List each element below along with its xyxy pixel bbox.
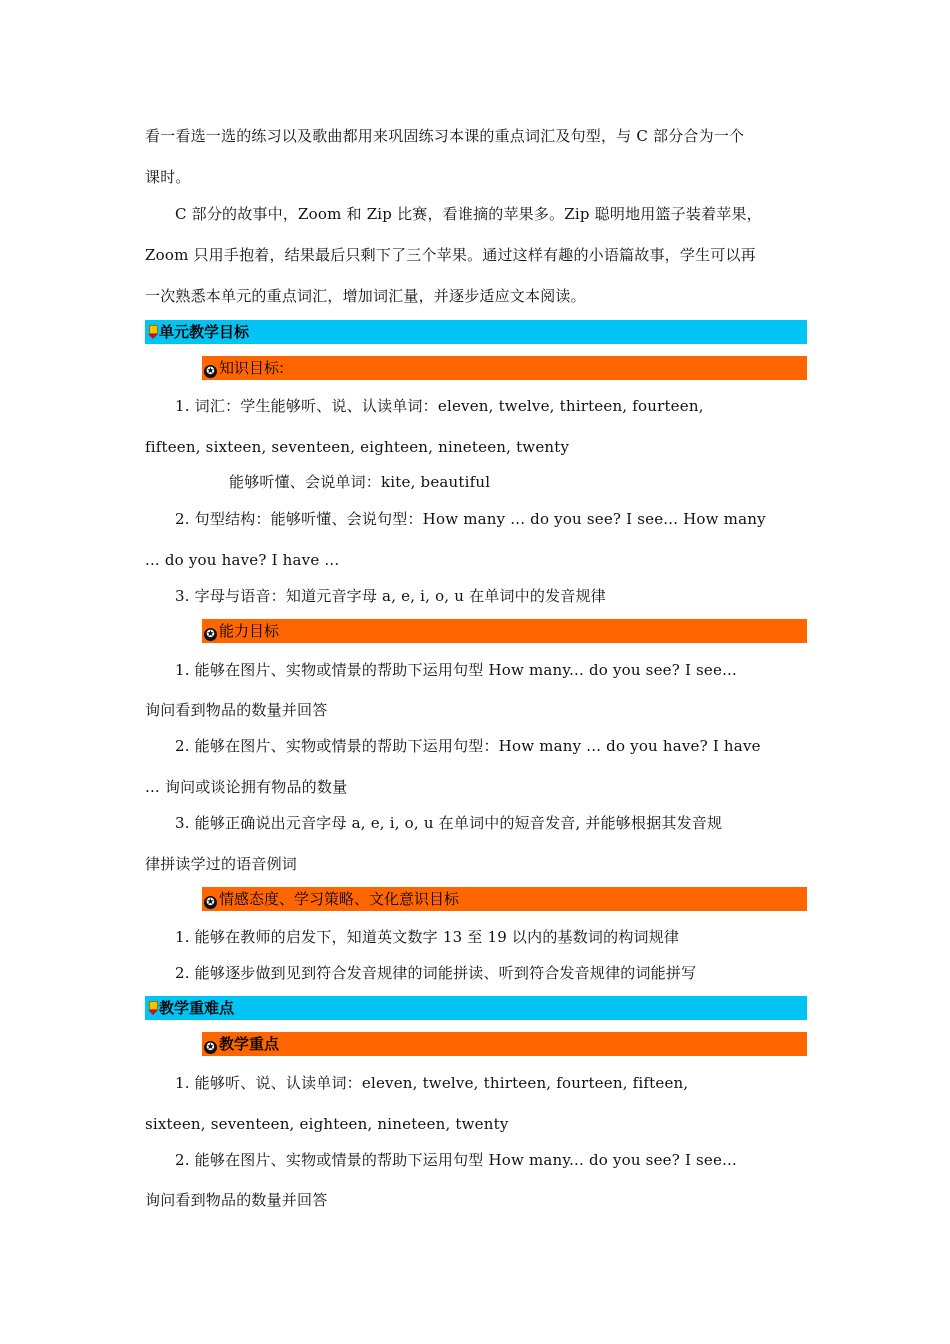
- subsection-header-emotion: [202, 887, 807, 911]
- subsection-title: 教学重点: [219, 1035, 280, 1053]
- intro-line-1: 看一看选一选的练习以及歌曲都用来巩固练习本课的重点词汇及句型，与 C 部分合为一个: [145, 127, 745, 145]
- section-title: 教学重难点: [159, 999, 235, 1017]
- ability-item-1-line-1: 1. 能够在图片、实物或情景的帮助下运用句型 How many... do you see? I see...: [175, 661, 737, 679]
- ability-item-2-line-1: 2. 能够在图片、实物或情景的帮助下运用句型：How many ... do you have? I have: [175, 737, 761, 755]
- section-header-teaching-goals: [145, 320, 807, 344]
- knowledge-item-3-line-1: 3. 字母与语音：知道元音字母 a, e, i, o, u 在单词中的发音规律: [175, 587, 606, 605]
- star-icon: ✪: [204, 896, 217, 909]
- focus-item-2-line-1: 2. 能够在图片、实物或情景的帮助下运用句型 How many... do you see? I see...: [175, 1151, 737, 1169]
- ability-item-2-line-2: ... 询问或谈论拥有物品的数量: [145, 778, 348, 796]
- subsection-header-knowledge: [202, 356, 807, 380]
- star-icon: ✪: [204, 628, 217, 641]
- knowledge-item-1-line-2: fifteen, sixteen, seventeen, eighteen, nineteen, twenty: [145, 438, 570, 456]
- focus-item-1-line-1: 1. 能够听、说、认读单词：eleven, twelve, thirteen, fourteen, fifteen,: [175, 1074, 689, 1092]
- section-header-key-points: [145, 996, 807, 1020]
- intro-line-4: Zoom 只用手抱着，结果最后只剩下了三个苹果。通过这样有趣的小语篇故事，学生可以再: [145, 246, 756, 264]
- star-icon: ✪: [204, 365, 217, 378]
- ability-item-3-line-2: 律拼读学过的语音例词: [145, 855, 298, 873]
- focus-item-2-line-2: 询问看到物品的数量并回答: [145, 1191, 328, 1209]
- knowledge-item-2-line-2: ... do you have? I have ...: [145, 551, 340, 569]
- knowledge-item-1-line-1: 1. 词汇：学生能够听、说、认读单词：eleven, twelve, thirteen, fourteen,: [175, 397, 704, 415]
- focus-item-1-line-2: sixteen, seventeen, eighteen, nineteen, twenty: [145, 1115, 509, 1133]
- emotion-item-1: 1. 能够在教师的启发下，知道英文数字 13 至 19 以内的基数词的构词规律: [175, 928, 680, 946]
- ability-item-3-line-1: 3. 能够正确说出元音字母 a, e, i, o, u 在单词中的短音发音, 并能够根据其发音规: [175, 814, 723, 832]
- intro-line-3: C 部分的故事中，Zoom 和 Zip 比赛，看谁摘的苹果多。Zip 聪明地用篮子装着苹果，: [175, 205, 762, 223]
- subsection-title: 知识目标:: [219, 359, 285, 377]
- star-icon: ✪: [204, 1041, 217, 1054]
- intro-line-2: 课时。: [145, 168, 191, 186]
- knowledge-item-1-line-3: 能够听懂、会说单词：kite, beautiful: [229, 473, 491, 491]
- ability-item-1-line-2: 询问看到物品的数量并回答: [145, 701, 328, 719]
- subsection-header-ability: [202, 619, 807, 643]
- knowledge-item-2-line-1: 2. 句型结构：能够听懂、会说句型：How many ... do you see? I see... How many: [175, 510, 766, 528]
- subsection-header-focus: [202, 1032, 807, 1056]
- flag-icon: [147, 1001, 158, 1015]
- emotion-item-2: 2. 能够逐步做到见到符合发音规律的词能拼读、听到符合发音规律的词能拼写: [175, 964, 697, 982]
- section-title: 单元教学目标: [159, 323, 250, 341]
- subsection-title: 能力目标: [219, 622, 280, 640]
- flag-icon: [147, 325, 158, 339]
- subsection-title: 情感态度、学习策略、文化意识目标: [219, 890, 460, 908]
- intro-line-5: 一次熟悉本单元的重点词汇，增加词汇量，并逐步适应文本阅读。: [145, 287, 586, 305]
